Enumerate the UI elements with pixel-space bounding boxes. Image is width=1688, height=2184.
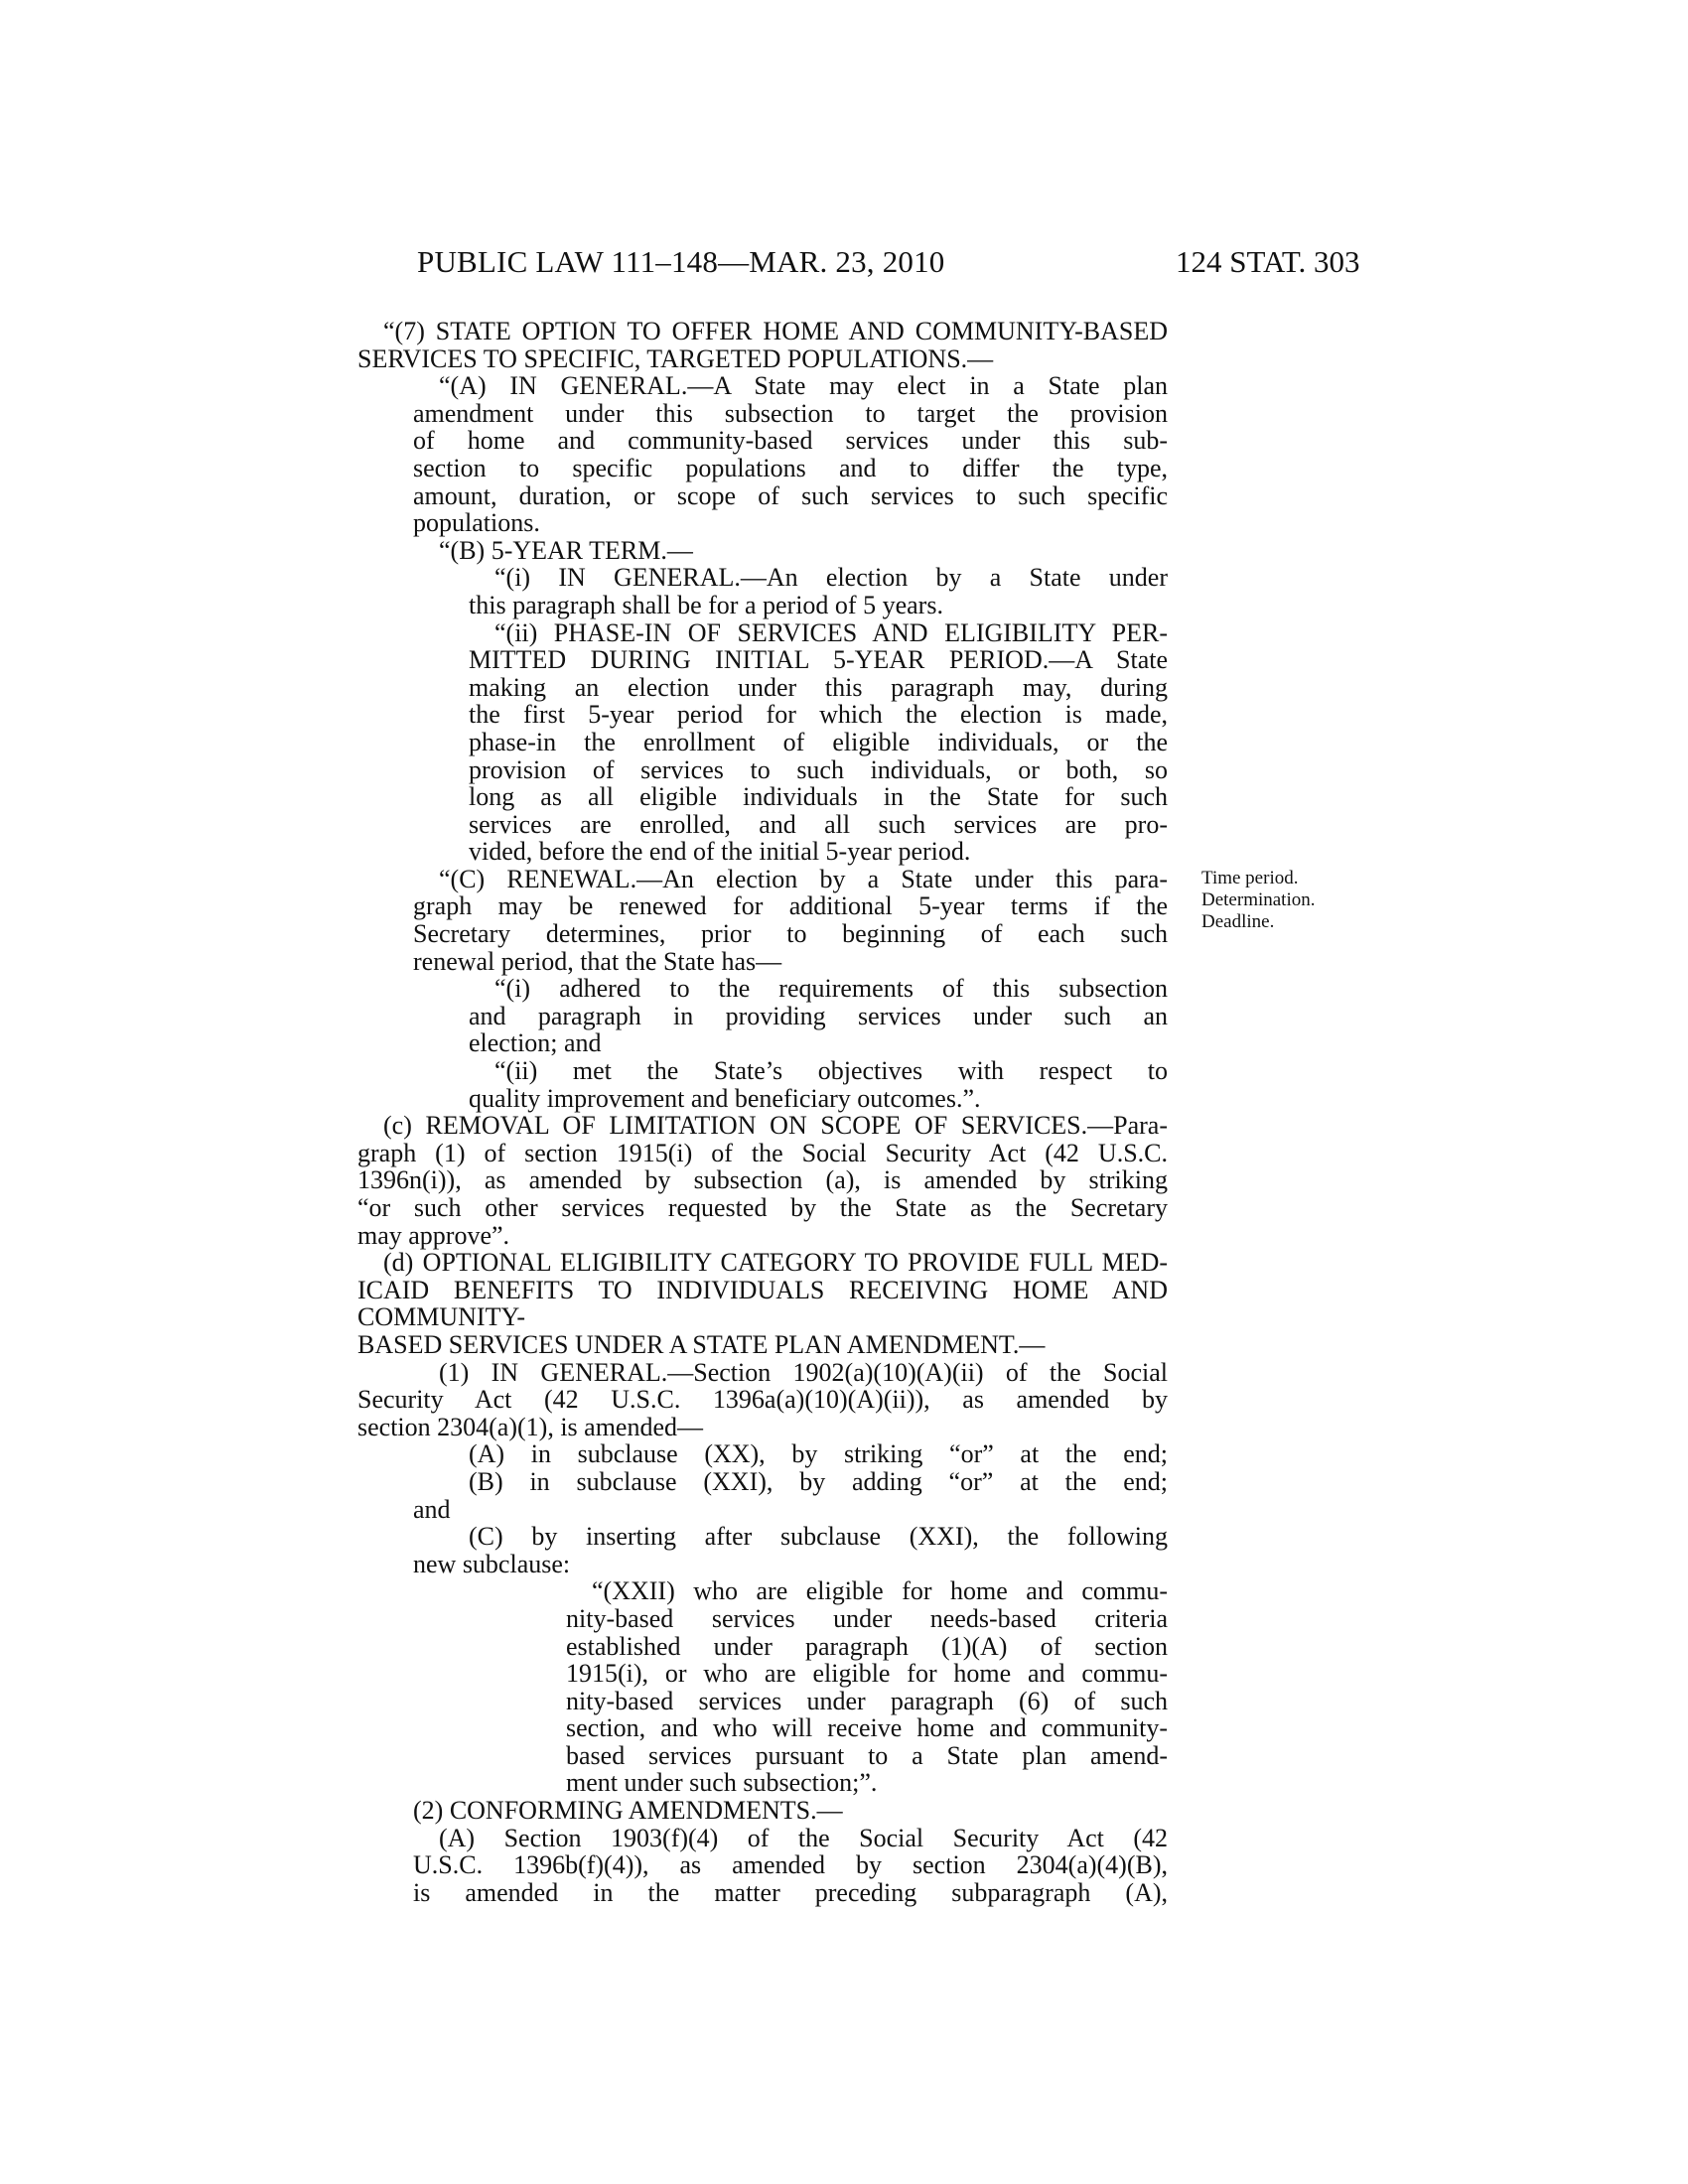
text-line: Security Act (42 U.S.C. 1396a(a)(10)(A)(ii)), as amended by — [357, 1385, 1168, 1415]
text-line: based services pursuant to a State plan amend- — [566, 1740, 1168, 1770]
text-line: of home and community-based services under this sub- — [413, 426, 1168, 456]
text-line: “(A) IN GENERAL.—A State may elect in a State plan — [439, 371, 1168, 401]
text-line: amount, duration, or scope of such services to such specific — [413, 480, 1168, 510]
margin-note-line: Deadline. — [1201, 911, 1275, 932]
text-line: “(ii) met the State’s objectives with respect to — [494, 1056, 1168, 1086]
text-line: and — [413, 1494, 451, 1524]
text-line: vided, before the end of the initial 5-year period. — [469, 837, 971, 867]
text-line: (c) REMOVAL OF LIMITATION ON SCOPE OF SERVICES.—Para- — [383, 1111, 1168, 1141]
text-line: nity-based services under paragraph (6) of such — [566, 1686, 1168, 1715]
text-line: nity-based services under needs-based criteria — [566, 1603, 1168, 1633]
text-line: 1915(i), or who are eligible for home and commu- — [566, 1659, 1168, 1689]
text-line: (1) IN GENERAL.—Section 1902(a)(10)(A)(ii) of the Social — [439, 1357, 1168, 1387]
text-line: “(XXII) who are eligible for home and commu- — [592, 1576, 1168, 1606]
text-line: ICAID BENEFITS TO INDIVIDUALS RECEIVING HOME AND COMMUNITY- — [357, 1275, 1168, 1332]
text-line: (B) in subclause (XXI), by adding “or” at the end; — [469, 1466, 1168, 1496]
text-line: “(i) IN GENERAL.—An election by a State under — [494, 563, 1168, 593]
text-line: quality improvement and beneficiary outcomes.”. — [469, 1083, 981, 1113]
text-line: Secretary determines, prior to beginning of each such — [413, 919, 1168, 949]
text-line: “(C) RENEWAL.—An election by a State under this para- — [439, 864, 1168, 893]
text-line: (d) OPTIONAL ELIGIBILITY CATEGORY TO PROVIDE FULL MED- — [383, 1248, 1168, 1278]
text-line: “(ii) PHASE-IN OF SERVICES AND ELIGIBILITY PER- — [494, 617, 1168, 647]
text-line: this paragraph shall be for a period of 5 years. — [469, 590, 943, 619]
margin-note — [1201, 868, 1316, 933]
running-header-title: PUBLIC LAW 111–148—MAR. 23, 2010 — [417, 244, 945, 279]
text-line: U.S.C. 1396b(f)(4)), as amended by section 2304(a)(4)(B), — [413, 1850, 1168, 1880]
text-line: provision of services to such individuals, or both, so — [469, 754, 1168, 784]
text-line: (C) by inserting after subclause (XXI), the following — [469, 1522, 1168, 1552]
text-line: the first 5-year period for which the election is made, — [469, 700, 1168, 730]
text-line: election; and — [469, 1028, 602, 1058]
text-line: new subclause: — [413, 1549, 571, 1578]
margin-note-line: Determination. — [1201, 889, 1316, 910]
text-line: section 2304(a)(1), is amended— — [357, 1412, 704, 1441]
text-line: ment under such subsection;”. — [566, 1768, 878, 1798]
text-line: amendment under this subsection to target the provision — [413, 398, 1168, 428]
text-line: section, and who will receive home and community- — [566, 1713, 1168, 1743]
text-line: services are enrolled, and all such services are pro- — [469, 809, 1168, 839]
text-line: populations. — [413, 508, 540, 538]
text-line: “(B) 5-YEAR TERM.— — [439, 535, 693, 565]
running-header-page: 124 STAT. 303 — [1176, 244, 1360, 279]
text-line: “or such other services requested by the State as the Secretary — [357, 1193, 1168, 1222]
text-line: (A) in subclause (XX), by striking “or” at the end; — [469, 1439, 1168, 1469]
text-line: is amended in the matter preceding subparagraph (A), — [413, 1877, 1168, 1907]
text-line: “(i) adhered to the requirements of this subsection — [494, 974, 1168, 1004]
text-line: 1396n(i)), as amended by subsection (a), is amended by striking — [357, 1165, 1168, 1195]
text-line: long as all eligible individuals in the State for such — [469, 782, 1168, 812]
text-line: may approve”. — [357, 1220, 510, 1250]
text-line: making an election under this paragraph may, during — [469, 672, 1168, 702]
text-line: phase-in the enrollment of eligible individuals, or the — [469, 727, 1168, 756]
text-line: (2) CONFORMING AMENDMENTS.— — [413, 1796, 843, 1826]
text-line: (A) Section 1903(f)(4) of the Social Security Act (42 — [439, 1823, 1168, 1852]
text-line: graph may be renewed for additional 5-year terms if the — [413, 891, 1168, 921]
text-line: MITTED DURING INITIAL 5-YEAR PERIOD.—A State — [469, 645, 1168, 675]
statute-body — [357, 318, 1168, 1906]
text-line: and paragraph in providing services under such an — [469, 1001, 1168, 1030]
margin-note-line: Time period. — [1201, 868, 1299, 888]
text-line: renewal period, that the State has— — [413, 946, 782, 976]
text-line: SERVICES TO SPECIFIC, TARGETED POPULATIONS.— — [357, 343, 994, 373]
text-line: BASED SERVICES UNDER A STATE PLAN AMENDMENT.— — [357, 1329, 1046, 1359]
text-line: established under paragraph (1)(A) of section — [566, 1631, 1168, 1661]
text-line: section to specific populations and to differ the type, — [413, 453, 1168, 482]
text-line: “(7) STATE OPTION TO OFFER HOME AND COMMUNITY-BASED — [383, 317, 1168, 345]
text-line: graph (1) of section 1915(i) of the Social Security Act (42 U.S.C. — [357, 1138, 1168, 1167]
